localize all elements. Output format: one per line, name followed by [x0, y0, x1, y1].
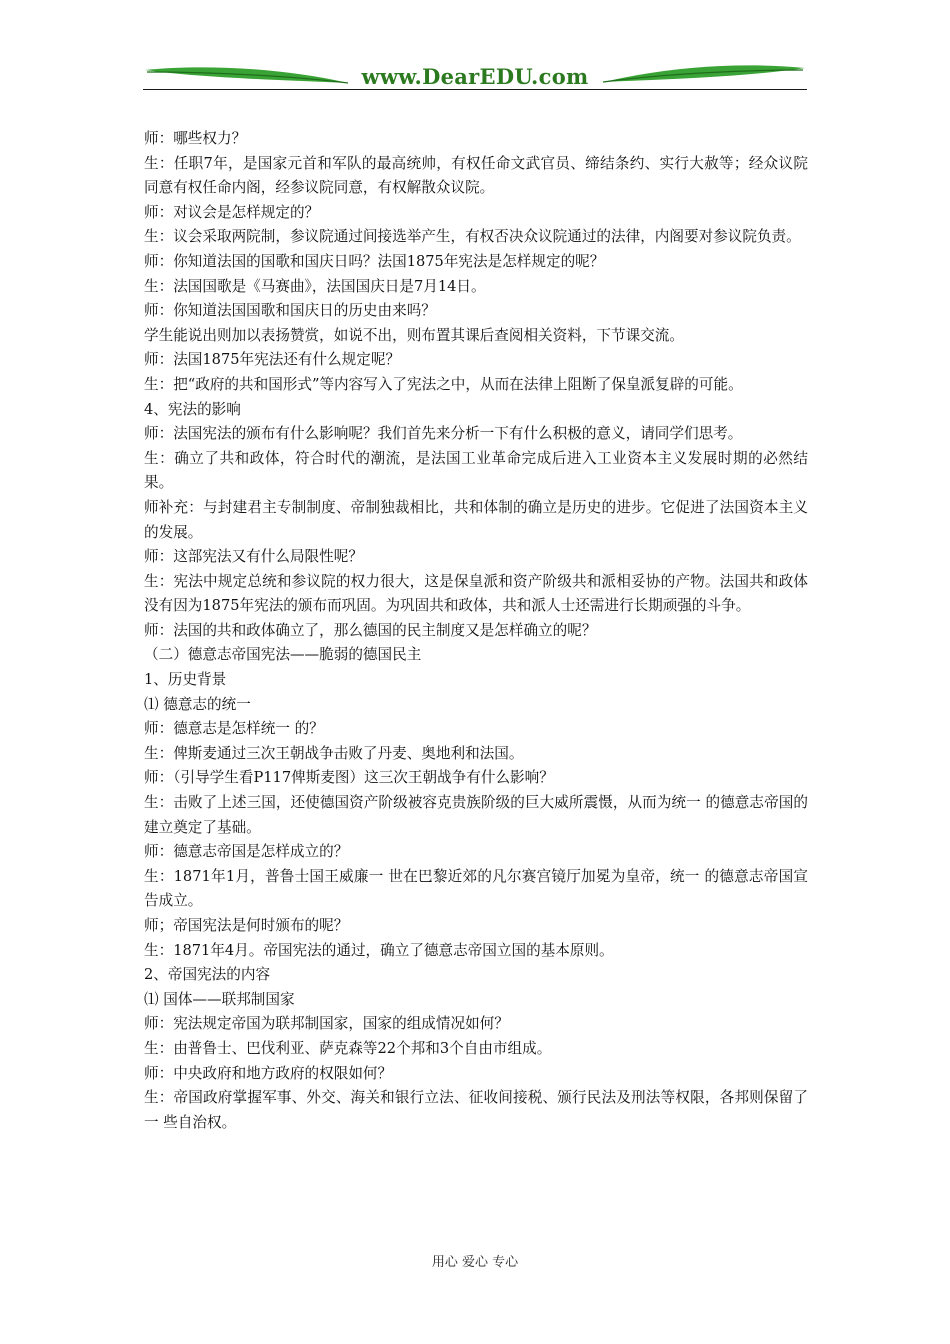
page-footer: 用心 爱心 专心: [431, 1255, 519, 1270]
section-heading: 2、帝国宪法的内容: [144, 966, 271, 984]
paragraph: 师；帝国宪法是何时颁布的呢？: [144, 917, 349, 934]
paragraph: 师：（引导学生看P117俾斯麦图）这三次王朝战争有什么影响？: [144, 769, 554, 787]
paragraph: 生：帝国政府掌握军事、外交、海关和银行立法、征收间接税、颁行民法及刑法等权限，各邦则保留了一 些自治权。: [144, 1089, 808, 1131]
paragraph: 师：对议会是怎样规定的？: [144, 203, 320, 221]
paragraph: 师：你知道法国的国歌和国庆日吗？法国1875年宪法是怎样规定的呢？: [144, 252, 605, 270]
section-heading: 1、历史背景: [144, 671, 227, 689]
header-divider: [143, 89, 807, 90]
paragraph: 师：法国1875年宪法还有什么规定呢？: [144, 351, 401, 369]
document-body: [144, 127, 808, 1135]
paragraph: 师：法国宪法的颁布有什么影响呢？我们首先来分析一下有什么积极的意义，请同学们思考。: [144, 425, 743, 443]
site-logo[interactable]: www.DearEDU.com: [361, 64, 589, 89]
paragraph: 生：1871年4月。帝国宪法的通过，确立了德意志帝国立国的基本原则。: [144, 941, 614, 959]
paragraph: 师：中央政府和地方政府的权限如何？: [144, 1064, 393, 1082]
paragraph: 师：法国的共和政体确立了，那么德国的民主制度又是怎样确立的呢？: [144, 621, 597, 639]
paragraph: 师：哪些权力？: [144, 130, 247, 147]
paragraph: 师：德意志是怎样统一 的？: [144, 720, 324, 738]
paragraph: 生：宪法中规定总统和参议院的权力很大，这是保皇派和资产阶级共和派相妥协的产物。法国共和政体没有因为1875年宪法的颁布而巩固。为巩固共和政体，共和派人士还需进行长期顽强的斗争。: [144, 572, 808, 615]
paragraph: 生：1871年1月，普鲁士国王威廉一 世在巴黎近郊的凡尔赛宫镜厅加冕为皇帝，统一 的德意志帝国宣告成立。: [144, 867, 808, 910]
paragraph: 生：法国国歌是《马赛曲》，法国国庆日是7月14日。: [144, 277, 486, 295]
paragraph: 师补充：与封建君主专制制度、帝制独裁相比，共和体制的确立是历史的进步。它促进了法国资本主义的发展。: [144, 498, 808, 541]
paragraph: 生：击败了上述三国，还使德国资产阶级被容克贵族阶级的巨大威所震慑，从而为统一 的德意志帝国的建立奠定了基础。: [144, 794, 808, 836]
subsection-heading: ⑴ 德意志的统一: [144, 695, 251, 713]
paragraph: 生：确立了共和政体，符合时代的潮流，是法国工业革命完成后进入工业资本主义发展时期的必然结果。: [144, 449, 808, 492]
paragraph: 师：这部宪法又有什么局限性呢？: [144, 548, 363, 566]
subsection-heading: ⑴ 国体——联邦制国家: [144, 990, 295, 1008]
paragraph: 生：议会采取两院制，参议院通过间接选举产生，有权否决众议院通过的法律，内阁要对参议院负责。: [144, 228, 801, 246]
section-heading: 4、宪法的影响: [144, 400, 241, 418]
paragraph: 生：任职7年，是国家元首和军队的最高统帅，有权任命文武官员、缔结条约、实行大赦等；经众议院同意有权任命内阁，经参议院同意，有权解散众议院。: [144, 154, 808, 197]
section-heading: （二）德意志帝国宪法——脆弱的德国民主: [144, 646, 422, 664]
paragraph: 生：由普鲁士、巴伐利亚、萨克森等22个邦和3个自由市组成。: [144, 1039, 552, 1057]
paragraph: 学生能说出则加以表扬赞赏，如说不出，则布置其课后查阅相关资料，下节课交流。: [144, 326, 684, 344]
paragraph: 生：把“政府的共和国形式”等内容写入了宪法之中，从而在法律上阻断了保皇派复辟的可能。: [144, 375, 743, 393]
paragraph: 生：俾斯麦通过三次王朝战争击败了丹麦、奥地利和法国。: [144, 744, 524, 762]
paragraph: 师：你知道法国国歌和国庆日的历史由来吗？: [144, 302, 436, 320]
paragraph: 师：宪法规定帝国为联邦制国家，国家的组成情况如何？: [144, 1015, 509, 1033]
paragraph: 师：德意志帝国是怎样成立的？: [144, 843, 349, 861]
site-header: [143, 58, 807, 92]
